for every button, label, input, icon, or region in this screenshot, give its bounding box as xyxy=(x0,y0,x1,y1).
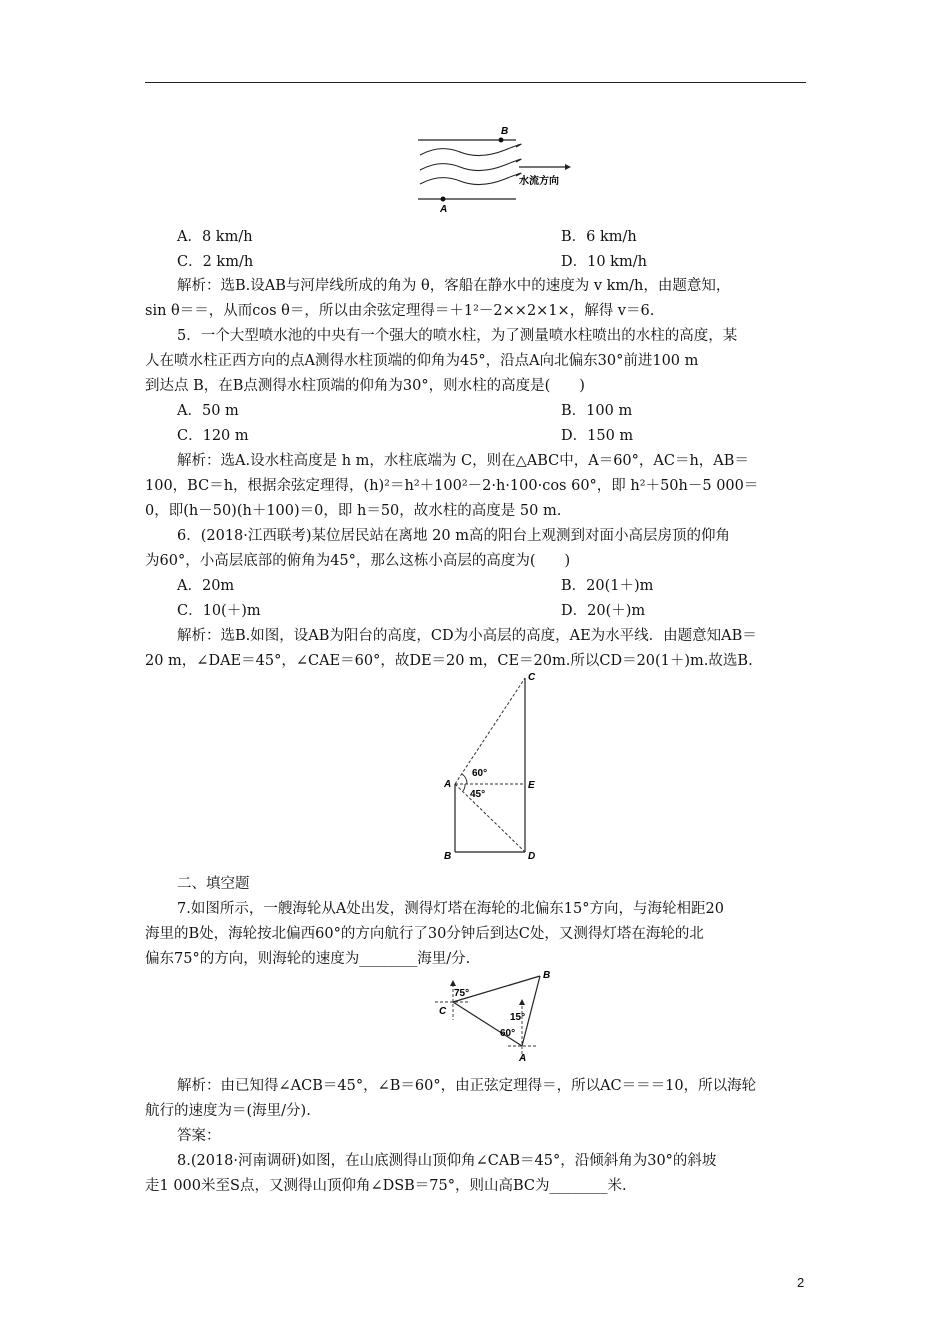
q5-solution-line: 0，即(h－50)(h＋100)＝0，即 h＝50，故水柱的高度是 50 m. xyxy=(145,503,562,519)
angle-75-label: 75° xyxy=(454,988,470,999)
q5-option-c: C．120 m xyxy=(177,428,249,444)
q4-solution-line: sin θ＝＝，从而cos θ＝，所以由余弦定理得＝＋1²－2××2×1×，解得 v＝6. xyxy=(145,303,655,319)
ship-figure xyxy=(430,966,555,1066)
q8-stem-line: 8.(2018·河南调研)如图，在山底测得山顶仰角∠CAB＝45°，沿倾斜角为30°的斜坡 xyxy=(177,1153,717,1169)
q7-stem-line: 偏东75°的方向，则海轮的速度为________海里/分. xyxy=(145,951,471,967)
q6-option-a: A．20m xyxy=(177,578,235,594)
q7-solution-line: 航行的速度为＝(海里/分). xyxy=(145,1103,311,1119)
water-flow-label: 水流方向 xyxy=(519,176,559,187)
q5-stem-line: 5．一个大型喷水池的中央有一个强大的喷水柱，为了测量喷水柱喷出的水柱的高度，某 xyxy=(177,328,738,344)
q5-solution-line: 解析：选A.设水柱高度是 h m，水柱底端为 C，则在△ABC中，A＝60°，AC＝h，AB＝ xyxy=(177,453,749,469)
point-b-label: B xyxy=(543,970,551,981)
point-e-label: E xyxy=(528,780,535,791)
point-b-label: B xyxy=(501,126,509,137)
point-b-label: B xyxy=(444,851,452,862)
q5-solution-line: 100，BC＝h，根据余弦定理得，(h)²＝h²＋100²－2·h·100·cos 60°，即 h²＋50h－5 000＝ xyxy=(145,478,759,494)
angle-45-label: 45° xyxy=(470,789,486,800)
q7-answer: 答案： xyxy=(177,1128,221,1144)
point-a-label: A xyxy=(440,204,448,214)
river-figure xyxy=(415,122,575,214)
q4-option-b: B．6 km/h xyxy=(561,229,637,245)
point-a-label: A xyxy=(519,1053,527,1064)
q6-solution-line: 20 m，∠DAE＝45°，∠CAE＝60°，故DE＝20 m，CE＝20m.所以CD＝20(1＋)m.故选B. xyxy=(145,653,753,669)
q6-stem-line: 为60°，小高层底部的俯角为45°，那么这栋小高层的高度为( ) xyxy=(145,553,571,569)
point-a-label: A xyxy=(444,779,452,790)
q4-option-c: C．2 km/h xyxy=(177,254,254,270)
q6-stem-line: 6．(2018·江西联考)某位居民站在离地 20 m高的阳台上观测到对面小高层房顶的仰角 xyxy=(177,528,730,544)
section-title: 二、填空题 xyxy=(177,876,250,892)
q6-option-b: B．20(1＋)m xyxy=(561,578,654,594)
angle-15-label: 15° xyxy=(510,1012,526,1023)
q6-option-d: D．20(＋)m xyxy=(561,603,646,619)
point-c-label: C xyxy=(439,1006,447,1017)
q7-stem-line: 7.如图所示，一艘海轮从A处出发，测得灯塔在海轮的北偏东15°方向，与海轮相距20 xyxy=(177,901,724,917)
point-c-label: C xyxy=(528,672,536,683)
angle-60-label: 60° xyxy=(472,768,488,779)
q5-stem-line: 到达点 B，在B点测得水柱顶端的仰角为30°，则水柱的高度是( ) xyxy=(145,378,585,394)
point-d-label: D xyxy=(528,851,536,862)
angle-60-label: 60° xyxy=(500,1028,516,1039)
q4-solution-line: 解析：选B.设AB与河岸线所成的角为 θ，客船在静水中的速度为 v km/h，由题意知， xyxy=(177,278,731,294)
q5-option-a: A．50 m xyxy=(177,403,239,419)
q6-solution-line: 解析：选B.如图，设AB为阳台的高度，CD为小高层的高度，AE为水平线．由题意知AB＝ xyxy=(177,628,757,644)
q8-stem-line: 走1 000米至S点，又测得山顶仰角∠DSB＝75°，则山高BC为________米. xyxy=(145,1178,627,1194)
q5-stem-line: 人在喷水柱正西方向的点A测得水柱顶端的仰角为45°，沿点A向北偏东30°前进100 m xyxy=(145,353,699,369)
header-rule xyxy=(145,82,806,83)
q7-solution-line: 解析：由已知得∠ACB＝45°，∠B＝60°，由正弦定理得＝，所以AC＝＝＝10，所以海轮 xyxy=(177,1078,757,1094)
q4-option-a: A．8 km/h xyxy=(177,229,253,245)
q7-stem-line: 海里的B处，海轮按北偏西60°的方向航行了30分钟后到达C处，又测得灯塔在海轮的北 xyxy=(145,926,704,942)
building-figure xyxy=(440,668,550,863)
q4-option-d: D．10 km/h xyxy=(561,254,647,270)
page-number: 2 xyxy=(797,1275,805,1290)
q5-option-b: B．100 m xyxy=(561,403,633,419)
q6-option-c: C．10(＋)m xyxy=(177,603,261,619)
q5-option-d: D．150 m xyxy=(561,428,634,444)
